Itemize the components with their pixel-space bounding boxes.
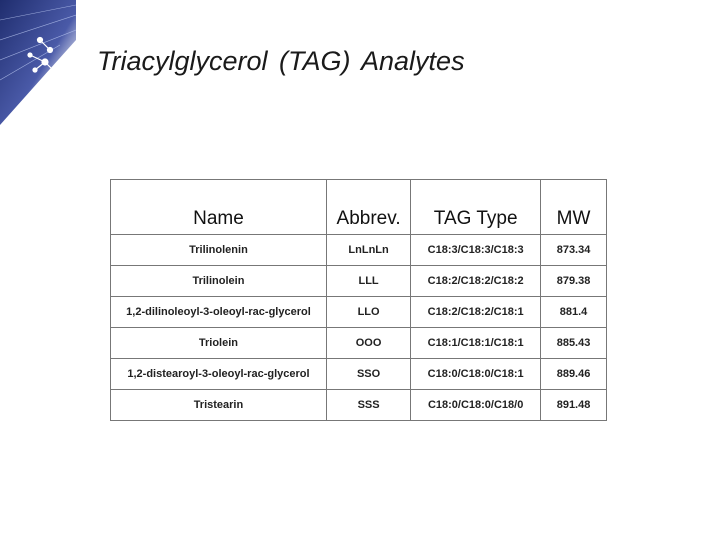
header-abbrev: Abbrev. <box>326 180 410 235</box>
cell-tag-type: C18:0/C18:0/C18:1 <box>411 359 541 390</box>
tag-analytes-table <box>110 179 607 421</box>
cell-abbrev: LLO <box>326 297 410 328</box>
cell-tag-type: C18:0/C18:0/C18/0 <box>411 390 541 421</box>
cell-mw: 873.34 <box>541 235 607 266</box>
header-tag-type: TAG Type <box>411 180 541 235</box>
cell-name: Trilinolein <box>111 266 327 297</box>
header-mw: MW <box>541 180 607 235</box>
cell-mw: 891.48 <box>541 390 607 421</box>
molecule-corner-graphic <box>0 0 76 125</box>
cell-name: Triolein <box>111 328 327 359</box>
cell-mw: 881.4 <box>541 297 607 328</box>
cell-tag-type: C18:3/C18:3/C18:3 <box>411 235 541 266</box>
cell-mw: 879.38 <box>541 266 607 297</box>
table-row <box>111 359 607 390</box>
cell-abbrev: LLL <box>326 266 410 297</box>
header-name: Name <box>111 180 327 235</box>
cell-tag-type: C18:1/C18:1/C18:1 <box>411 328 541 359</box>
table-row <box>111 235 607 266</box>
table-header-row <box>111 180 607 235</box>
cell-name: 1,2-dilinoleoyl-3-oleoyl-rac-glycerol <box>111 297 327 328</box>
slide-title: Triacylglycerol (TAG) Analytes <box>97 46 465 76</box>
cell-abbrev: LnLnLn <box>326 235 410 266</box>
cell-name: Trilinolenin <box>111 235 327 266</box>
cell-mw: 885.43 <box>541 328 607 359</box>
table-row <box>111 266 607 297</box>
table-row <box>111 297 607 328</box>
cell-abbrev: SSS <box>326 390 410 421</box>
cell-abbrev: SSO <box>326 359 410 390</box>
cell-tag-type: C18:2/C18:2/C18:2 <box>411 266 541 297</box>
cell-abbrev: OOO <box>326 328 410 359</box>
table-row <box>111 390 607 421</box>
cell-mw: 889.46 <box>541 359 607 390</box>
cell-name: 1,2-distearoyl-3-oleoyl-rac-glycerol <box>111 359 327 390</box>
table-row <box>111 328 607 359</box>
cell-tag-type: C18:2/C18:2/C18:1 <box>411 297 541 328</box>
cell-name: Tristearin <box>111 390 327 421</box>
